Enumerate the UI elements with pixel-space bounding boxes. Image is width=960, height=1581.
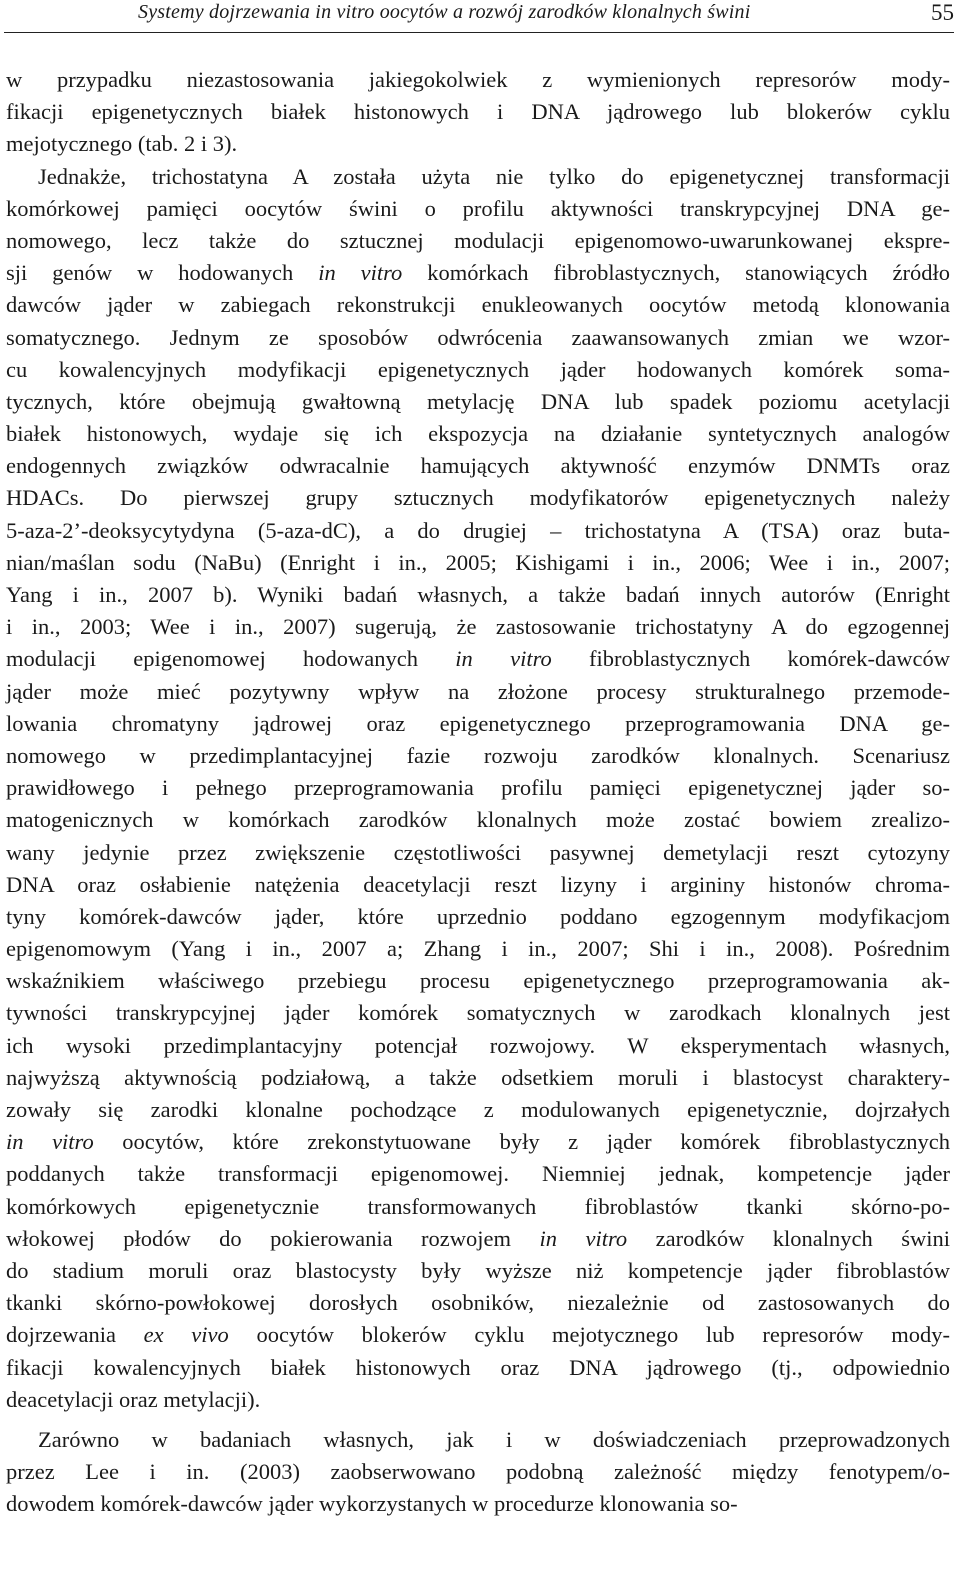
text-run: jąder może mieć pozytywny wpływ na złożone procesy strukturalnego przemode- xyxy=(6,678,950,704)
text-line xyxy=(6,322,950,354)
running-title: Systemy dojrzewania in vitro oocytów a rozwój zarodków klonalnych świni xyxy=(138,1,751,23)
page-number: 55 xyxy=(931,0,954,25)
text-run: DNA oraz osłabienie natężenia deacetylacji reszt lizyny i argininy histonów chroma- xyxy=(6,871,950,897)
text-line xyxy=(6,804,950,836)
text-line xyxy=(6,1030,950,1062)
text-run: Yang i in., 2007 b). Wyniki badań własnych, a także badań innych autorów (Enright xyxy=(6,582,950,607)
text-line xyxy=(6,64,950,96)
text-line xyxy=(6,1352,950,1384)
text-run: dojrzewania xyxy=(6,1322,144,1348)
paragraph xyxy=(6,1424,950,1521)
text-line xyxy=(6,708,950,740)
text-line xyxy=(6,1223,950,1255)
text-run: nomowego w przedimplantacyjnej fazie rozwoju zarodków klonalnych. Scenariusz xyxy=(6,742,950,768)
italic-term: ex vivo xyxy=(143,1322,229,1348)
text-run: endogennych związków odwracalnie hamujących aktywność enzymów DNMTs oraz xyxy=(6,453,950,479)
text-run: oocytów blokerów cyklu mejotycznego lub represorów mody- xyxy=(228,1322,950,1348)
text-run: tycznych, które obejmują gwałtowną metylację DNA lub spadek poziomu acetylacji xyxy=(6,388,950,414)
text-line xyxy=(6,1126,950,1158)
text-run: mejotycznego (tab. 2 i 3). xyxy=(6,131,238,157)
text-line xyxy=(6,128,950,160)
text-line xyxy=(6,901,950,933)
text-run: do stadium moruli oraz blastocysty były wyższe niż kompetencje jąder fibroblastów xyxy=(6,1257,950,1283)
italic-term: in vitro xyxy=(539,1225,628,1251)
text-run: tywności transkrypcyjnej jąder komórek somatycznych w zarodkach klonalnych jest xyxy=(6,1000,950,1026)
text-run: lowania chromatyny jądrowej oraz epigenetycznego przeprogramowania DNA ge- xyxy=(6,710,950,736)
text-run: fikacji epigenetycznych białek histonowych i DNA jądrowego lub blokerów cyklu xyxy=(6,99,950,125)
italic-term: in vitro xyxy=(455,646,552,672)
text-run: poddanych także transformacji epigenomowej. Niemniej jednak, kompetencje jąder xyxy=(6,1161,950,1187)
text-run: zarodków klonalnych świni xyxy=(627,1225,950,1251)
text-line xyxy=(6,579,950,611)
text-line xyxy=(6,1094,950,1126)
text-run: fibroblastycznych komórek-dawców xyxy=(551,646,950,672)
text-line xyxy=(6,289,950,321)
text-line xyxy=(6,837,950,869)
text-line xyxy=(6,450,950,482)
text-line xyxy=(6,515,950,547)
text-line xyxy=(6,643,950,675)
text-run: matogenicznych w komórkach zarodków klonalnych może zostać bowiem zrealizo- xyxy=(6,807,950,833)
text-run: komórkowych epigenetycznie transformowanych fibroblastów tkanki skórno-po- xyxy=(6,1193,950,1219)
text-run: cu kowalencyjnych modyfikacji epigenetycznych jąder hodowanych komórek soma- xyxy=(6,356,950,382)
text-run: fikacji kowalencyjnych białek histonowych oraz DNA jądrowego (tj., odpowiednio xyxy=(6,1354,950,1380)
text-line xyxy=(6,225,950,257)
text-run: modulacji epigenomowej hodowanych xyxy=(6,646,456,672)
text-run: sji genów w hodowanych xyxy=(6,260,319,286)
text-line xyxy=(6,386,950,418)
text-line xyxy=(6,965,950,997)
text-run: tyny komórek-dawców jąder, które uprzednio poddano egzogennym modyfikacjom xyxy=(6,903,950,929)
text-line xyxy=(6,1255,950,1287)
text-run: zowały się zarodki klonalne pochodzące z modulowanych epigenetycznie, dojrzałych xyxy=(6,1097,950,1122)
text-line xyxy=(6,418,950,450)
text-run: nomowego, lecz także do sztucznej modulacji epigenomowo-uwarunkowanej ekspre- xyxy=(6,227,950,253)
text-run: Jednakże, trichostatyna A została użyta nie tylko do epigenetycznej transformacji xyxy=(38,163,950,189)
text-line xyxy=(6,257,950,289)
paragraph xyxy=(6,64,950,161)
text-run: ich wysoki przedimplantacyjny potencjał rozwojowy. W eksperymentach własnych, xyxy=(6,1032,950,1058)
text-run: i in., 2003; Wee i in., 2007) sugerują, że zastosowanie trichostatyny A do egzogennej xyxy=(6,614,950,640)
text-run: oocytów, które zrekonstytuowane były z jąder komórek fibroblastycznych xyxy=(93,1129,950,1155)
text-run: dowodem komórek-dawców jąder wykorzystanych w procedurze klonowania so- xyxy=(6,1491,738,1517)
text-line xyxy=(6,933,950,965)
italic-term: in vitro xyxy=(6,1129,94,1155)
text-line xyxy=(6,772,950,804)
text-run: somatycznego. Jednym ze sposobów odwrócenia zaawansowanych zmian we wzor- xyxy=(6,324,950,350)
text-line xyxy=(6,1488,950,1520)
text-line xyxy=(6,547,950,579)
paragraph xyxy=(6,161,950,1416)
text-run: nian/maślan sodu (NaBu) (Enright i in., 2005; Kishigami i in., 2006; Wee i in., 2007; xyxy=(6,549,950,575)
text-run: komórkowej pamięci oocytów świni o profilu aktywności transkrypcyjnej DNA ge- xyxy=(6,195,950,221)
text-line xyxy=(6,740,950,772)
text-line xyxy=(6,869,950,901)
text-run: komórkach fibroblastycznych, stanowiących źródło xyxy=(402,260,950,286)
text-run: tkanki skórno-powłokowej dorosłych osobników, niezależnie od zastosowanych do xyxy=(6,1290,950,1316)
text-run: Zarówno w badaniach własnych, jak i w doświadczeniach przeprowadzonych xyxy=(38,1426,950,1452)
text-run: białek histonowych, wydaje się ich ekspozycja na działanie syntetycznych analogów xyxy=(6,421,950,447)
text-run: wany jedynie przez zwiększenie częstotliwości pasywnej demetylacji reszt cytozyny xyxy=(6,839,950,865)
body-text xyxy=(6,64,950,1520)
text-run: epigenomowym (Yang i in., 2007 a; Zhang i in., 2007; Shi i in., 2008). Pośrednim xyxy=(6,936,950,962)
text-run: w przypadku niezastosowania jakiegokolwiek z wymienionych represorów mody- xyxy=(6,67,950,92)
text-run: 5-aza-2’-deoksycytydyna (5-aza-dC), a do drugiej – trichostatyna A (TSA) oraz buta- xyxy=(6,517,950,543)
text-run: deacetylacji oraz metylacji). xyxy=(6,1386,261,1412)
running-header xyxy=(4,0,954,33)
text-line xyxy=(6,1158,950,1190)
text-run: prawidłowego i pełnego przeprogramowania profilu pamięci epigenetycznej jąder so- xyxy=(6,775,950,801)
text-run: HDACs. Do pierwszej grupy sztucznych modyfikatorów epigenetycznych należy xyxy=(6,485,950,511)
text-line xyxy=(6,96,950,128)
text-run: przez Lee i in. (2003) zaobserwowano podobną zależność między fenotypem/o- xyxy=(6,1459,950,1485)
text-line xyxy=(6,1456,950,1488)
text-line xyxy=(6,611,950,643)
text-line xyxy=(6,354,950,386)
text-line xyxy=(6,1191,950,1223)
text-run: najwyższą aktywnością podziałową, a także odsetkiem moruli i blastocyst charaktery- xyxy=(6,1064,950,1090)
text-line xyxy=(6,193,950,225)
text-run: włokowej płodów do pokierowania rozwojem xyxy=(6,1225,540,1251)
italic-term: in vitro xyxy=(318,260,403,286)
text-run: dawców jąder w zabiegach rekonstrukcji enukleowanych oocytów metodą klonowania xyxy=(6,292,950,318)
text-line xyxy=(6,482,950,514)
text-line xyxy=(6,1062,950,1094)
text-line xyxy=(6,1384,950,1416)
text-line xyxy=(6,161,950,193)
text-line xyxy=(6,1424,950,1456)
text-run: wskaźnikiem właściwego przebiegu procesu epigenetycznego przeprogramowania ak- xyxy=(6,968,950,994)
text-line xyxy=(6,676,950,708)
text-line xyxy=(6,997,950,1029)
text-line xyxy=(6,1287,950,1319)
text-line xyxy=(6,1319,950,1351)
